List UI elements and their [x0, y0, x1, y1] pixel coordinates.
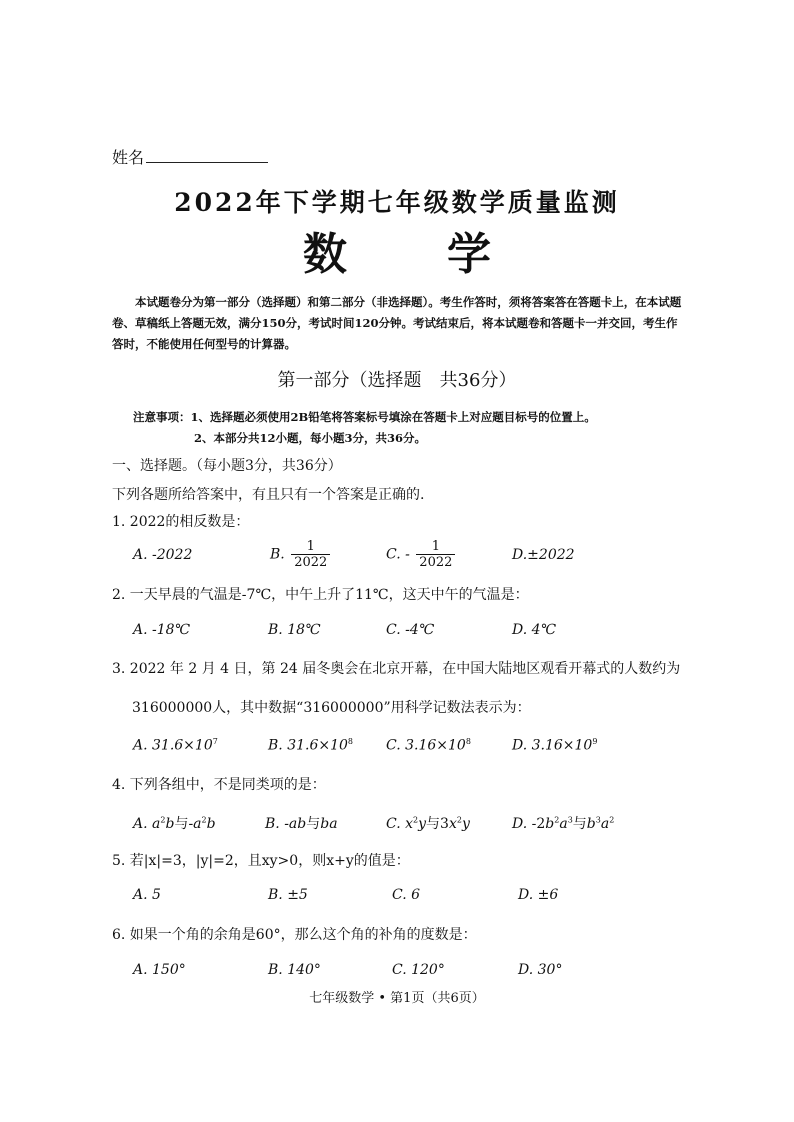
- option-text: C. 3.16×10: [386, 737, 466, 754]
- question-1-option-c: [386, 539, 455, 570]
- question-3-stem-line-2: 316000000人，其中数据“316000000”用科学记数法表示为：: [132, 700, 531, 716]
- name-field: [112, 145, 268, 168]
- question-1-option-a: [133, 547, 192, 563]
- question-6-option-b: [268, 962, 321, 978]
- option-label: B.: [265, 816, 280, 832]
- option-text: A. 31.6×10: [133, 737, 213, 754]
- question-1-stem: 1. 2022的相反数是：: [112, 514, 250, 530]
- question-2-option-b: [268, 622, 321, 638]
- question-3-option-a: [133, 737, 218, 754]
- option-label: A.: [133, 816, 148, 832]
- question-3-option-b: [268, 737, 353, 754]
- section-heading: 一、选择题。（每小题3分，共36分）: [112, 458, 342, 474]
- option-text: D. 3.16×10: [512, 737, 593, 754]
- exam-instructions: 本试题卷分为第一部分（选择题）和第二部分（非选择题）。考生作答时，须将答案答在答题卡上，在本试题卷、草稿纸上答题无效，满分150分，考试时间120分钟。考试结束后，将本试题卷和答题卡一并交回，考生作答时，不能使用任何型号的计算器。: [112, 295, 682, 351]
- fraction: [291, 539, 330, 570]
- option-text: A. -18℃: [133, 622, 191, 638]
- page-footer: 七年级数学 • 第1页（共6页）: [309, 991, 485, 1006]
- option-text: C. -4℃: [386, 622, 435, 638]
- option-text: D. ±6: [518, 887, 559, 903]
- question-5-stem: 5. 若|x|=3，|y|=2，且xy>0，则x+y的值是：: [112, 853, 410, 869]
- option-label: C. -: [386, 546, 410, 563]
- question-6-option-c: [392, 962, 445, 978]
- question-5-option-c: [392, 887, 420, 903]
- option-label: D.: [512, 816, 528, 832]
- option-text: D. 30°: [518, 962, 563, 978]
- denominator: 2022: [419, 555, 453, 570]
- option-text: C. 120°: [392, 962, 445, 978]
- part-one-title: 第一部分（选择题 共36分）: [277, 370, 517, 391]
- exponent: 9: [592, 737, 598, 746]
- question-2-stem: 2. 一天早晨的气温是-7℃，中午上升了11℃，这天中午的气温是：: [112, 587, 529, 603]
- question-6-option-d: [518, 962, 562, 978]
- exam-title: 2022年下学期七年级数学质量监测: [174, 188, 620, 217]
- question-5-option-d: [518, 887, 558, 903]
- fraction: [416, 539, 455, 570]
- question-1-option-d: [512, 547, 575, 563]
- exponent: 8: [347, 737, 353, 746]
- option-label: B.: [270, 546, 285, 563]
- question-3-stem-line-1: 3. 2022 年 2 月 4 日，第 24 届冬奥会在北京开幕，在中国大陆地区观看开幕式的人数约为: [112, 661, 681, 677]
- option-text: B. 140°: [268, 962, 321, 978]
- question-4-stem: 4. 下列各组中，不是同类项的是：: [112, 777, 326, 793]
- question-6-option-a: [133, 962, 186, 978]
- name-blank-line: [146, 148, 268, 163]
- question-5-option-b: [268, 887, 308, 903]
- numerator: 1: [291, 539, 330, 555]
- option-text: D. 4℃: [512, 622, 557, 638]
- question-4-option-a: A. $a^2b$与$-a^2b$: [133, 815, 216, 832]
- question-4-option-b: B. -ab与ba: [265, 816, 338, 832]
- question-6-stem: 6. 如果一个角的余角是60°，那么这个角的补角的度数是：: [112, 927, 477, 943]
- option-text: C. 6: [392, 887, 421, 903]
- option-text: B. 31.6×10: [268, 737, 348, 754]
- section-lead: 下列各题所给答案中，有且只有一个答案是正确的.: [112, 487, 425, 503]
- option-text: A. 150°: [133, 962, 186, 978]
- question-3-option-c: [386, 737, 471, 754]
- question-4-option-c: C. $x^2y$与$3x^2y$: [386, 815, 470, 832]
- name-label: 姓名: [112, 148, 145, 167]
- question-3-option-d: [512, 737, 597, 754]
- notice-line-1: 注意事项：1、选择题必须使用2B铅笔将答案标号填涂在答题卡上对应题目标号的位置上。: [133, 410, 596, 424]
- question-2-option-a: [133, 622, 190, 638]
- option-label: C.: [386, 816, 401, 832]
- question-5-option-a: [133, 887, 161, 903]
- notice-line-2: 2、本部分共12小题，每小题3分，共36分。: [194, 431, 427, 445]
- option-text: A. 5: [133, 887, 161, 903]
- option-text: D.±2022: [512, 547, 575, 563]
- question-2-option-d: [512, 622, 556, 638]
- option-text: B. ±5: [268, 887, 308, 903]
- denominator: 2022: [294, 555, 328, 570]
- question-4-option-d: D. $-2b^2a^3$与$b^3a^2$: [512, 815, 615, 832]
- option-text: A. -2022: [133, 547, 193, 563]
- question-2-option-c: [386, 622, 434, 638]
- question-1-option-b: [270, 539, 330, 570]
- subject-title: 数学: [303, 229, 591, 280]
- exponent: 8: [465, 737, 471, 746]
- exponent: 7: [212, 737, 218, 746]
- option-text: B. 18℃: [268, 622, 321, 638]
- numerator: 1: [416, 539, 455, 555]
